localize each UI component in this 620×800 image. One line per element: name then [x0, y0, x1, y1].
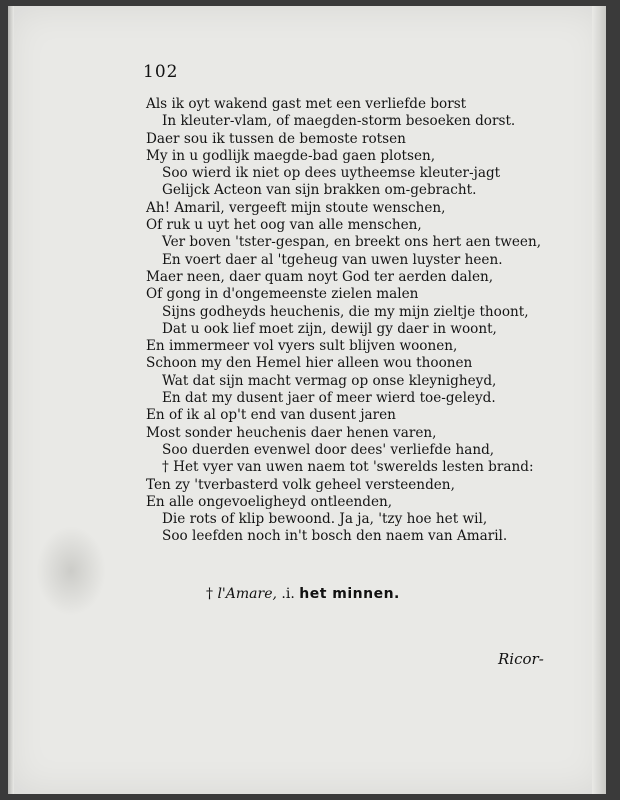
poem-line: Maer neen, daer quam noyt God ter aerden dalen, [146, 268, 494, 285]
poem-body [146, 96, 566, 546]
footnote-term: l'Amare, [217, 586, 277, 602]
poem-line: En immermeer vol vyers sult blijven woonen, [146, 338, 458, 355]
poem-line: Dat u ook lief moet zijn, dewijl gy daer in woont, [162, 320, 497, 337]
poem-line: Wat dat sijn macht vermag op onse kleynigheyd, [162, 372, 497, 389]
poem-line: En dat my dusent jaer of meer wierd toe-geleyd. [162, 390, 496, 407]
poem-line: Schoon my den Hemel hier alleen wou thoonen [146, 355, 473, 372]
paper-stain [36, 526, 106, 616]
poem-line: Als ik oyt wakend gast met een verliefde borst [146, 96, 467, 112]
poem-line: Ver boven 'tster-gespan, en breekt ons hert aen tween, [162, 234, 542, 251]
poem-line: Of gong in d'ongemeenste zielen malen [146, 286, 419, 303]
poem-line: Sijns godheyds heuchenis, die my mijn zieltje thoont, [162, 303, 529, 320]
catchword: Ricor- [498, 650, 544, 668]
poem-line: Soo leefden noch in't bosch den naem van Amaril. [162, 528, 508, 545]
footnote [206, 586, 400, 602]
poem-line: Soo duerden evenwel door dees' verliefde hand, [162, 441, 495, 458]
poem-line: † Het vyer van uwen naem tot 'swerelds lesten brand: [162, 459, 534, 476]
poem-line: Ah! Amaril, vergeeft mijn stoute wenschen, [146, 199, 446, 216]
page-number: 102 [143, 62, 179, 82]
book-page [8, 6, 606, 794]
poem-line: My in u godlijk maegde-bad gaen plotsen, [146, 147, 436, 164]
poem-line: In kleuter-vlam, of maegden-storm besoeken dorst. [162, 113, 516, 130]
poem-line: Die rots of klip bewoond. Ja ja, 'tzy hoe het wil, [162, 511, 488, 528]
poem-line: Most sonder heuchenis daer henen varen, [146, 424, 437, 441]
poem-line: En voert daer al 'tgeheug van uwen luyster heen. [162, 251, 503, 268]
poem-line: Of ruk u uyt het oog van alle menschen, [146, 217, 422, 234]
poem-line: En alle ongevoeligheyd ontleenden, [146, 493, 393, 510]
poem-line: En of ik al op't end van dusent jaren [146, 407, 396, 424]
poem-line: Gelijck Acteon van sijn brakken om-gebracht. [162, 182, 477, 199]
footnote-abbreviation: .i. [281, 586, 295, 602]
poem-line: Daer sou ik tussen de bemoste rotsen [146, 130, 406, 147]
page-gutter-shadow [8, 6, 14, 794]
footnote-gloss: het minnen. [299, 586, 400, 602]
poem-line: Soo wierd ik niet op dees uytheemse kleuter-jagt [162, 165, 501, 182]
footnote-mark: † [206, 586, 213, 602]
poem-line: Ten zy 'tverbasterd volk geheel versteenden, [146, 476, 455, 493]
page-edge-shadow [592, 6, 606, 794]
